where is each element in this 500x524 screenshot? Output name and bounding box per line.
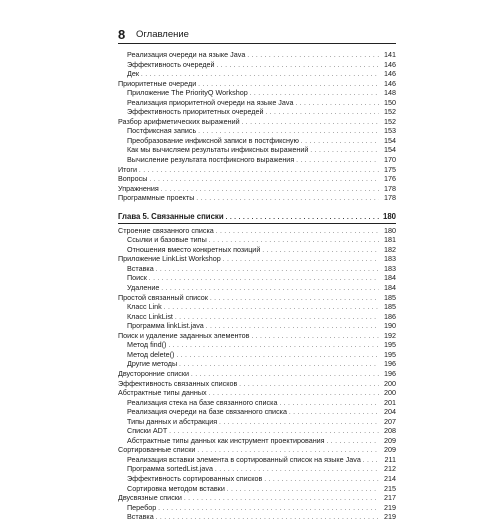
toc-entry-page: 185 <box>384 292 396 302</box>
toc-entry <box>118 379 396 389</box>
toc-entry-page: 185 <box>384 302 396 312</box>
leader-dots <box>251 333 379 343</box>
toc-entry <box>118 474 396 484</box>
toc-entry-title: Двусторонние списки <box>118 368 190 378</box>
toc-entry-title: Абстрактные типы данных <box>118 388 207 398</box>
toc-entry <box>118 436 396 446</box>
toc-entry <box>118 340 396 350</box>
toc-entry <box>118 302 396 312</box>
leader-dots <box>149 176 379 186</box>
toc-entry-title: Программные проекты <box>118 193 195 203</box>
toc-entry-page: 195 <box>384 340 396 350</box>
toc-entry-title: Списки ADT <box>127 426 168 436</box>
toc-entry-page: 152 <box>384 116 396 126</box>
toc-entry <box>118 398 396 408</box>
header-title: Оглавление <box>136 29 189 40</box>
toc-entry <box>118 235 396 245</box>
toc-entry <box>118 350 396 360</box>
toc-entry-title: Вопросы <box>118 174 148 184</box>
toc-entry <box>118 136 396 146</box>
leader-dots <box>264 476 379 486</box>
header-rule <box>118 43 396 44</box>
page-number: 8 <box>118 27 126 42</box>
toc-entry-title: Абстрактные типы данных как инструмент проектирования <box>127 435 325 445</box>
leader-dots <box>239 381 379 391</box>
toc-entry-page: 178 <box>384 193 396 203</box>
toc-entry-title: Сортировка методом вставки <box>127 483 225 493</box>
toc-entry-title: Эффективность приоритетных очередей <box>127 107 264 117</box>
toc-entry-page: 192 <box>384 330 396 340</box>
toc-entry <box>118 417 396 427</box>
toc-section-chapter-5 <box>118 226 396 522</box>
toc-entry-page: 148 <box>384 88 396 98</box>
toc-entry-title: Поиск <box>127 273 147 283</box>
toc-entry-page: 219 <box>384 502 396 512</box>
toc-entry-title: Реализация вставки элемента в сортированный список на языке Java <box>127 454 361 464</box>
leader-dots <box>210 295 379 305</box>
leader-dots <box>217 62 379 72</box>
toc-entry-page: 184 <box>384 283 396 293</box>
toc-entry <box>118 512 396 522</box>
toc-entry <box>118 321 396 331</box>
toc-entry-title: Постфиксная запись <box>127 126 197 136</box>
toc-entry <box>118 165 396 175</box>
toc-entry-title: Метод find() <box>127 340 167 350</box>
toc-entry <box>118 312 396 322</box>
toc-entry-page: 186 <box>384 311 396 321</box>
toc-entry <box>118 98 396 108</box>
leader-dots <box>179 361 379 371</box>
toc-entry-page: 209 <box>384 435 396 445</box>
leader-dots <box>327 438 379 448</box>
toc-entry <box>118 407 396 417</box>
toc-entry-page: 215 <box>384 483 396 493</box>
leader-dots <box>296 157 379 167</box>
toc-entry <box>118 503 396 513</box>
toc-entry-page: 170 <box>384 155 396 165</box>
toc-entry <box>118 388 396 398</box>
leader-dots <box>310 147 379 157</box>
toc-entry-page: 175 <box>384 164 396 174</box>
chapter-title: Глава 5. Связанные списки <box>118 211 224 221</box>
toc-entry-title: Другие методы <box>127 359 178 369</box>
toc-entry <box>118 455 396 465</box>
leader-dots <box>156 514 379 524</box>
toc-entry <box>118 426 396 436</box>
toc-entry-page: 146 <box>384 78 396 88</box>
toc-entry-title: Простой связанный список <box>118 292 208 302</box>
toc-entry <box>118 117 396 127</box>
toc-entry-page: 141 <box>384 50 396 59</box>
toc-entry-page: 211 <box>384 454 396 464</box>
toc-entry-page: 207 <box>384 416 396 426</box>
toc-entry-page: 154 <box>384 145 396 155</box>
toc-entry-title: Как мы вычисляем результаты инфиксных выражений <box>127 145 309 155</box>
toc-entry-page: 183 <box>384 263 396 273</box>
toc-entry <box>118 174 396 184</box>
toc-entry-page: 184 <box>384 273 396 283</box>
toc-entry-page: 180 <box>384 225 396 235</box>
toc-entry <box>118 79 396 89</box>
toc-entry-title: Удаление <box>127 283 160 293</box>
toc-entry-title: Упражнения <box>118 183 159 193</box>
leader-dots <box>139 167 379 177</box>
leader-dots <box>164 304 379 314</box>
toc-entry-title: Приложение LinkList Workshop <box>118 254 221 264</box>
toc-entry <box>118 484 396 494</box>
toc-entry-title: Реализация очереди на языке Java <box>127 50 246 59</box>
leader-dots <box>149 275 379 285</box>
table-of-contents <box>118 50 396 522</box>
toc-entry-title: Приложение The PriorityQ Workshop <box>127 88 248 98</box>
toc-entry-page: 217 <box>384 493 396 503</box>
chapter-page: 180 <box>382 211 396 221</box>
toc-entry-title: Сортированные списки <box>118 445 196 455</box>
toc-entry-page: 214 <box>384 473 396 483</box>
leader-dots <box>296 100 380 110</box>
toc-entry-page: 204 <box>384 407 396 417</box>
toc-entry-page: 219 <box>384 512 396 522</box>
toc-entry <box>118 445 396 455</box>
toc-entry-title: Поиск и удаление заданных элементов <box>118 330 250 340</box>
toc-entry <box>118 69 396 79</box>
toc-entry <box>118 331 396 341</box>
toc-entry-title: Строение связанного списка <box>118 225 214 235</box>
leader-dots <box>265 109 379 119</box>
toc-entry-title: Дек <box>127 69 140 79</box>
toc-entry <box>118 273 396 283</box>
toc-entry-title: Эффективность связанных списков <box>118 378 238 388</box>
toc-entry-page: 200 <box>384 378 396 388</box>
leader-dots <box>223 256 379 266</box>
toc-entry-title: Реализация приоритетной очереди на языке Java <box>127 97 294 107</box>
toc-entry-title: Реализация очереди на базе связанного списка <box>127 407 287 417</box>
toc-entry <box>118 155 396 165</box>
toc-entry <box>118 107 396 117</box>
toc-entry-title: Вставка <box>127 512 154 522</box>
toc-entry-page: 196 <box>384 359 396 369</box>
toc-entry <box>118 145 396 155</box>
leader-dots <box>289 409 379 419</box>
leader-dots <box>158 505 379 515</box>
toc-entry-page: 181 <box>384 235 396 245</box>
toc-entry <box>118 60 396 70</box>
toc-entry-page: 195 <box>384 349 396 359</box>
leader-dots <box>262 247 379 257</box>
toc-entry <box>118 264 396 274</box>
toc-entry-title: Ссылки и базовые типы <box>127 235 207 245</box>
toc-entry-title: Разбор арифметических выражений <box>118 116 240 126</box>
toc-entry-page: 200 <box>384 388 396 398</box>
toc-entry-title: Эффективность сортированных списков <box>127 473 263 483</box>
toc-entry-page: 153 <box>384 126 396 136</box>
toc-entry-title: Реализация стека на базе связанного списка <box>127 397 278 407</box>
toc-entry-page: 146 <box>384 59 396 69</box>
toc-entry-title: Отношения вместо конкретных позиций <box>127 244 261 254</box>
leader-dots <box>196 195 379 205</box>
leader-dots <box>242 119 379 129</box>
toc-entry-page: 176 <box>384 174 396 184</box>
leader-dots <box>247 52 379 62</box>
leader-dots <box>219 419 379 429</box>
toc-entry <box>118 88 396 98</box>
toc-entry-page: 196 <box>384 368 396 378</box>
toc-entry-page: 201 <box>384 397 396 407</box>
toc-entry <box>118 464 396 474</box>
toc-entry-page: 208 <box>384 426 396 436</box>
toc-entry-page: 178 <box>384 183 396 193</box>
toc-entry-page: 183 <box>384 254 396 264</box>
leader-dots <box>227 486 379 496</box>
toc-entry-page: 154 <box>384 135 396 145</box>
toc-entry-title: Приоритетные очереди <box>118 78 197 88</box>
toc-section-previous-chapter <box>118 50 396 203</box>
toc-entry <box>118 226 396 236</box>
leader-dots <box>226 213 379 224</box>
toc-entry <box>118 50 396 60</box>
page-header <box>118 29 396 43</box>
toc-entry-page: 212 <box>384 464 396 474</box>
toc-entry-page: 182 <box>384 244 396 254</box>
toc-entry-title: Типы данных и абстракция <box>127 416 218 426</box>
toc-entry-page: 190 <box>384 321 396 331</box>
toc-entry-title: Итоги <box>118 164 138 174</box>
leader-dots <box>301 138 379 148</box>
toc-entry-page: 146 <box>384 69 396 79</box>
toc-entry <box>118 126 396 136</box>
toc-entry-title: Перебор <box>127 502 157 512</box>
leader-dots <box>216 228 379 238</box>
toc-entry-title: Вставка <box>127 263 154 273</box>
toc-entry-title: Преобразование инфиксной записи в постфиксную <box>127 135 299 145</box>
toc-entry <box>118 493 396 503</box>
toc-entry <box>118 293 396 303</box>
chapter-heading <box>118 211 396 222</box>
toc-entry <box>118 359 396 369</box>
leader-dots <box>176 352 379 362</box>
toc-entry-title: Метод delete() <box>127 349 175 359</box>
toc-entry-title: Двусвязные списки <box>118 493 182 503</box>
toc-entry-title: Класс LinkList <box>127 311 173 321</box>
toc-entry-page: 209 <box>384 445 396 455</box>
toc-entry <box>118 254 396 264</box>
leader-dots <box>175 314 379 324</box>
toc-entry-page: 150 <box>384 97 396 107</box>
toc-entry-title: Программа linkList.java <box>127 321 204 331</box>
toc-entry-title: Класс Link <box>127 302 162 312</box>
leader-dots <box>156 266 379 276</box>
toc-entry-title: Программа sortedList.java <box>127 464 213 474</box>
toc-entry <box>118 193 396 203</box>
leader-dots <box>363 457 379 467</box>
toc-entry-title: Вычисление результата постфиксного выражения <box>127 155 295 165</box>
toc-entry <box>118 245 396 255</box>
leader-dots <box>168 342 379 352</box>
toc-entry <box>118 369 396 379</box>
toc-entry-title: Эффективность очередей <box>127 59 215 69</box>
leader-dots <box>279 400 379 410</box>
toc-entry-page: 152 <box>384 107 396 117</box>
